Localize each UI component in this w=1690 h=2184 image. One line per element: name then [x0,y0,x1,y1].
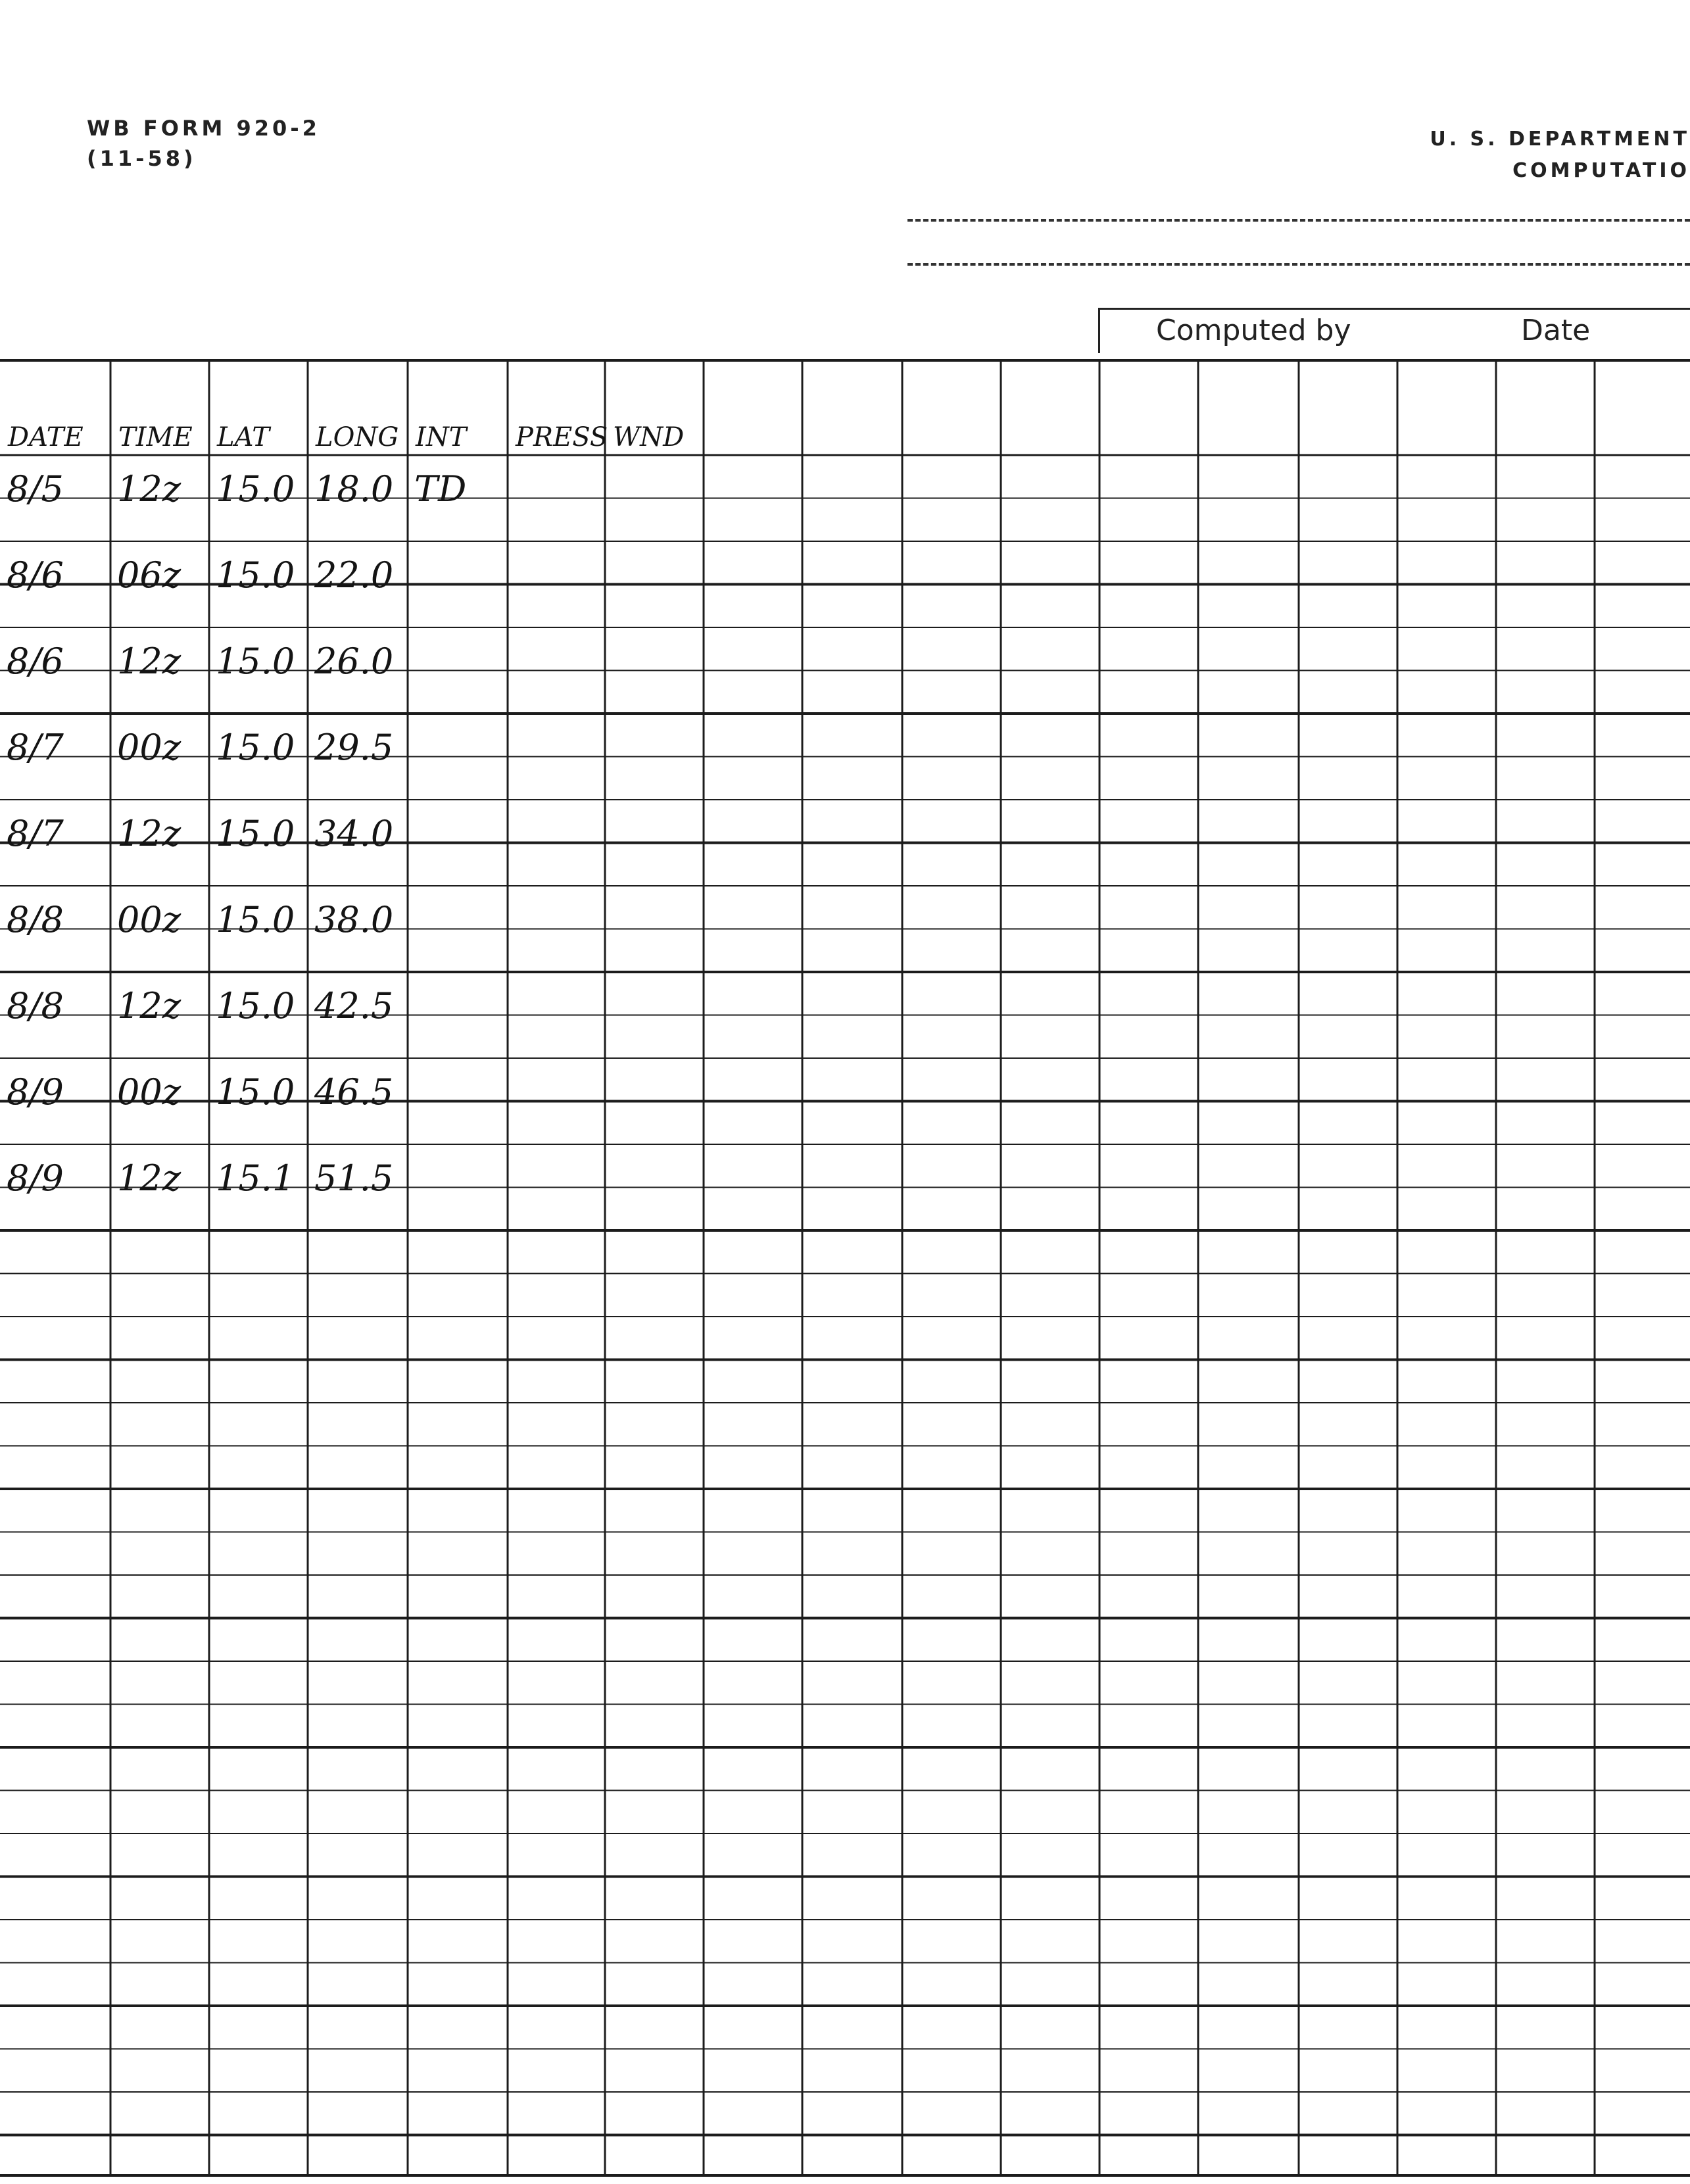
table-cell: 8/8 [7,899,64,940]
column-header: LAT [217,422,270,452]
table-cell: 00z [117,727,181,768]
table-cell: 8/9 [7,1157,64,1199]
table-cell: 12z [117,813,181,854]
table-cell: 26.0 [314,641,394,682]
table-cell: 15.0 [216,468,295,510]
table-cell: 51.5 [314,1157,394,1199]
table-cell: 22.0 [314,554,394,596]
table-cell: 12z [117,468,181,510]
table-cell: 15.0 [216,899,295,940]
table-cell: 8/9 [7,1071,64,1113]
table-cell: 46.5 [314,1071,394,1113]
table-cell: 00z [117,1071,181,1113]
table-cell: 15.0 [216,554,295,596]
column-header: LONG [316,422,399,452]
table-cell: 8/6 [7,554,64,596]
table-cell: 06z [117,554,181,596]
table-cell: 38.0 [314,899,394,940]
table-cell: 34.0 [314,813,394,854]
table-cell: 8/8 [7,985,64,1027]
form-revision: (11-58) [87,146,197,171]
column-header: DATE [8,422,84,452]
table-cell: 15.0 [216,813,295,854]
column-header: WND [613,422,685,452]
computed-by-label: Computed by [1156,314,1351,347]
form-number: WB FORM 920-2 [87,116,320,141]
table-cell: 12z [117,1157,181,1199]
table-cell: 18.0 [314,468,394,510]
column-header: INT [416,422,467,452]
table-cell: 15.1 [216,1157,295,1199]
date-label: Date [1521,314,1591,347]
table-cell: 8/6 [7,641,64,682]
table-cell: 12z [117,641,181,682]
table-cell: 12z [117,985,181,1027]
table-cell: 8/7 [7,727,64,768]
agency-line-2: COMPUTATIO [1512,159,1690,182]
table-cell: 15.0 [216,1071,295,1113]
table-cell: 15.0 [216,641,295,682]
table-cell: 00z [117,899,181,940]
table-cell: 15.0 [216,985,295,1027]
column-header: TIME [118,422,193,452]
table-cell: TD [414,468,467,510]
table-cell: 15.0 [216,727,295,768]
column-header: PRESS [516,422,608,452]
agency-line-1: U. S. DEPARTMENT [1430,128,1690,151]
table-cell: 8/7 [7,813,64,854]
table-cell: 8/5 [7,468,64,510]
table-cell: 42.5 [314,985,394,1027]
table-cell: 29.5 [314,727,394,768]
